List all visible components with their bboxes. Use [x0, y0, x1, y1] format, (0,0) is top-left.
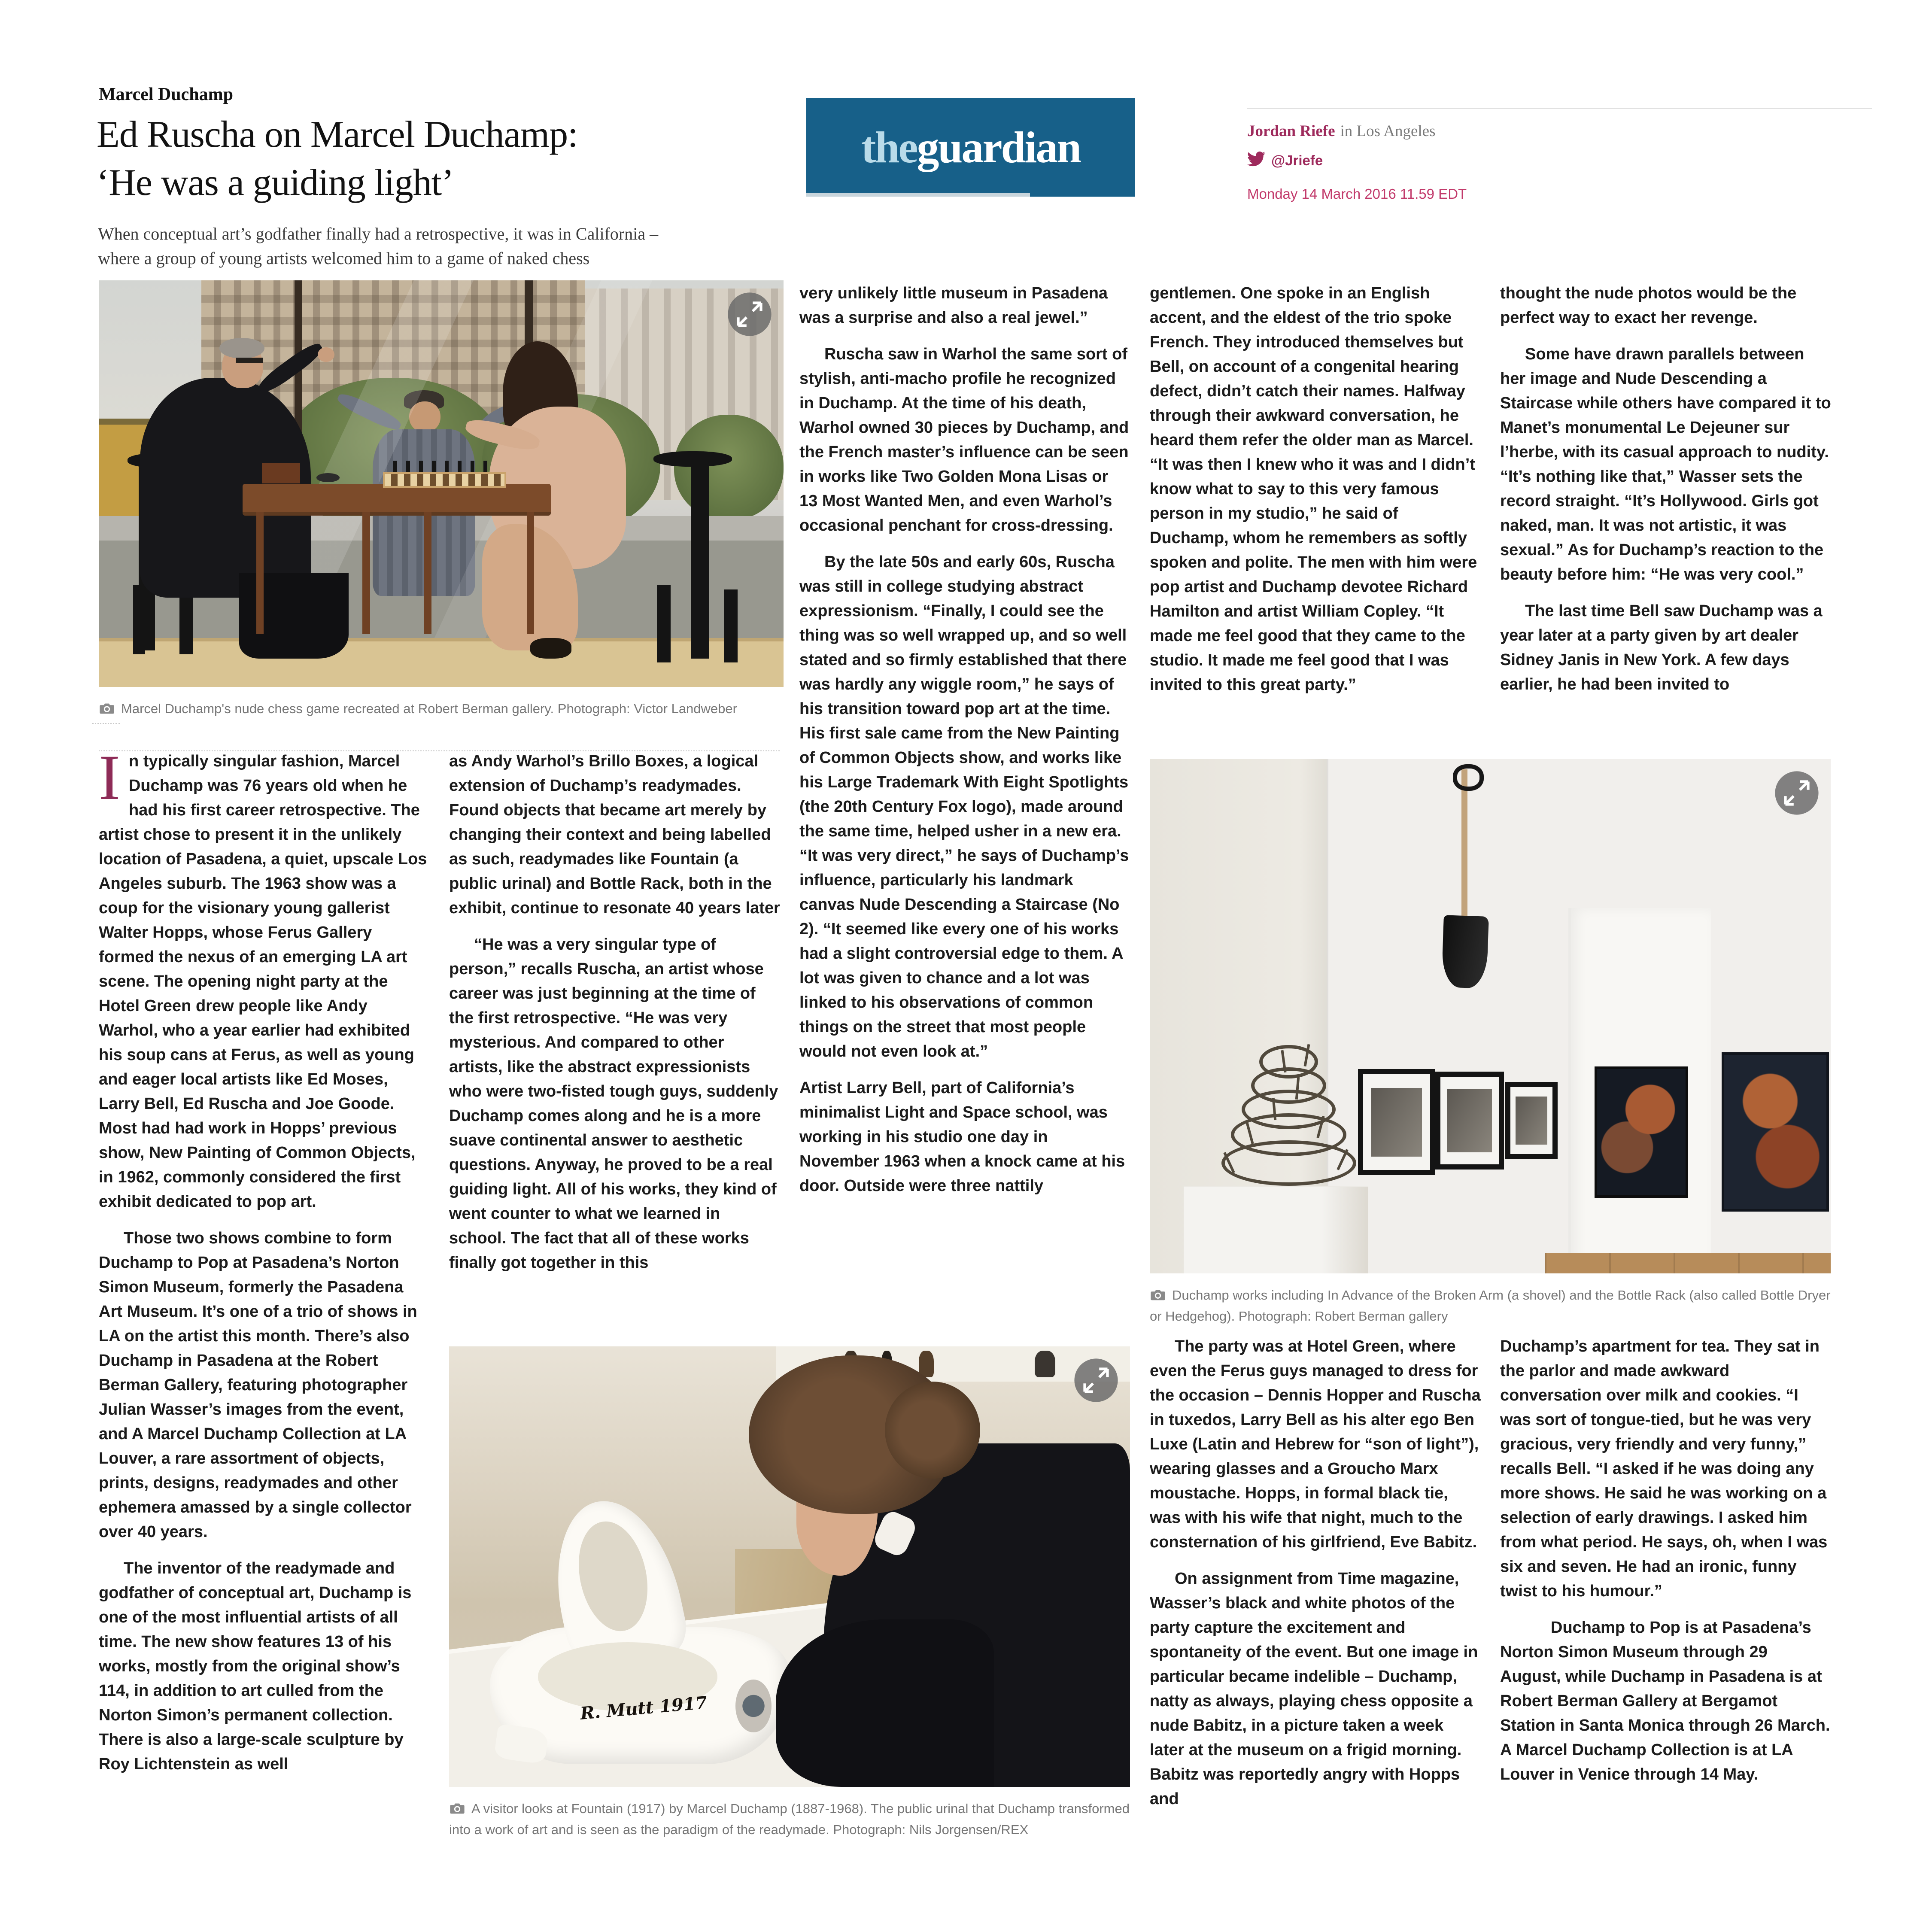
framed-photo — [1358, 1069, 1435, 1175]
article-paragraph: Duchamp to Pop is at Pasadena’s Norton Simon Museum through 29 August, while Duchamp in Pasadena is at Robert Berman Gallery at Bergamot Station in Santa Monica through 26 March. A Marcel Duchamp Collection is at LA Louver in Venice through 14 May. — [1500, 1619, 1830, 1783]
article-paragraph: very unlikely little museum in Pasadena was a surprise and also a real jewel.” — [799, 284, 1108, 327]
urinal-fitting — [735, 1680, 772, 1732]
chessboard — [383, 472, 506, 488]
chess-pieces — [393, 461, 492, 472]
photo-print — [1371, 1088, 1422, 1157]
gallery-photo[interactable] — [1150, 759, 1831, 1273]
article-paragraph: Those two shows combine to form Duchamp to Pop at Pasadena’s Norton Simon Museum, formerly the Pasadena Art Museum. It’s one of a trio of shows in LA on the artist this month. There’s also Duchamp in Pasadena at the Robert Berman Gallery, featuring photographer Julian Wasser’s images from the event, and A Marcel Duchamp Collection at LA Louver, a rare assortment of objects, prints, designs, readymades and other ephemera amassed by a single collector over 40 years. — [99, 1229, 417, 1541]
rack-ring — [1259, 1045, 1318, 1079]
standfirst — [98, 222, 828, 270]
article-paragraph: gentlemen. One spoke in an English accent, and the eldest of the trio spoke French. They introduced themselves but Bell, on account of a congenital hearing defect, didn’t catch their names. Halfway through their awkward conversation, he heard them refer the older man as Marcel. “It was then I knew who it was and I didn’t know what to say to this very famous person in my studio,” he said of Duchamp, whom he remembers as softly spoken and polite. The men with him were pop artist and Duchamp devotee Richard Hamilton and artist William Copley. “It made me feel good that they came to the studio. It made me feel good that I was invited to this great party.” — [1150, 284, 1477, 694]
fountain-photo[interactable] — [449, 1346, 1130, 1787]
article-column-3 — [799, 281, 1131, 1198]
table-leg — [256, 512, 264, 634]
article-paragraph: Artist Larry Bell, part of California’s minimalist Light and Space school, was working in his studio one day in November 1963 when a knock came at his door. Outside were three nattily — [799, 1079, 1125, 1195]
table-leg — [362, 512, 370, 634]
chair — [691, 459, 709, 659]
seated-man-leg — [239, 573, 349, 659]
article-column-5-bottom — [1500, 1334, 1832, 1787]
nude-woman-shoe — [530, 638, 571, 658]
article-paragraph: The inventor of the readymade and godfather of conceptual art, Duchamp is one of the most influential artists of all time. The new show features 13 of his works, mostly from the original show’s 114, in addition to art culled from the Norton Simon’s permanent collection. There is also a large-scale sculpture by Roy Lichtenstein as well — [99, 1559, 412, 1773]
article-paragraph: Ruscha saw in Warhol the same sort of stylish, anti-macho profile he recognized in Duchamp. At the time of his death, Warhol owned 30 pieces by Duchamp, and the French master’s influence can be seen in works like Two Golden Mona Lisas or 13 Most Wanted Men, and even Warhol’s occasional penchant for cross-dressing. — [799, 345, 1129, 535]
gallery-caption — [1150, 1285, 1831, 1326]
shelf-object — [1035, 1351, 1055, 1377]
expand-image-button[interactable] — [727, 292, 772, 337]
caption-text: Marcel Duchamp's nude chess game recreated at Robert Berman gallery. Photograph: Victor Landweber — [121, 701, 737, 716]
camera-icon — [1150, 1287, 1166, 1306]
fountain-caption — [449, 1799, 1130, 1839]
chair — [657, 585, 671, 662]
article-column-4-bottom — [1150, 1334, 1481, 1811]
chess-box — [262, 463, 300, 483]
bowl — [316, 473, 340, 482]
article-column-1 — [99, 742, 430, 1777]
framed-photo — [1505, 1082, 1558, 1159]
headline — [97, 111, 809, 207]
photo-platform — [99, 638, 784, 687]
seated-man-hand — [318, 347, 334, 362]
caption-text: A visitor looks at Fountain (1917) by Marcel Duchamp (1887-1968). The public urinal that Duchamp transformed into a work of art and is seen as the paradigm of the readymade. Photograph: Nils Jorgensen/REX — [449, 1801, 1130, 1837]
kicker-link[interactable]: Marcel Duchamp — [99, 85, 234, 104]
chess-caption — [99, 699, 784, 720]
guardian-logo[interactable] — [806, 98, 1135, 197]
article-column-5-top — [1500, 281, 1832, 697]
twitter-handle-link[interactable]: @Jriefe — [1271, 152, 1323, 168]
publish-date: Monday 14 March 2016 11.59 EDT — [1247, 186, 1467, 202]
standfirst-line2: where a group of young artists welcomed him to a game of naked chess — [98, 249, 590, 268]
camera-icon — [99, 701, 115, 720]
chair — [724, 589, 738, 662]
pedestal — [1184, 1186, 1367, 1273]
logo-strip — [806, 193, 1030, 197]
camera-icon — [449, 1801, 465, 1820]
author-link[interactable]: Jordan Riefe — [1247, 122, 1335, 140]
abstract-painting — [1595, 1066, 1688, 1198]
article-paragraph: Duchamp’s apartment for tea. They sat in the parlor and made awkward conversation over milk and cookies. “I was sort of tongue-tied, but he was very gracious, very friendly and very funny,” recalls Bell. “I asked if he was doing any more shows. He said he was working on a selection of early drawings. I asked him from what period. He says, oh, when I was six and seven. He had an ironic, funny twist to his humour.” — [1500, 1337, 1828, 1600]
mutt-signature: R. Mutt 1917 — [579, 1692, 708, 1724]
table-leg — [527, 512, 535, 634]
article-paragraph: By the late 50s and early 60s, Ruscha was still in college studying abstract expressionism. “Finally, I could see the thing was so well wrapped up, and so well stated and so firmly established that there was hardly any wiggle room,” he says of his transition toward pop art at the time. His first sale came from the New Painting of Common Objects show, and works like his Large Trademark With Eight Spotlights (the 20th Century Fox logo), made around the same time, helped usher in a new era. “It was very direct,” he says of Duchamp’s influence, particularly his landmark canvas Nude Descending a Staircase (No 2). “It seemed like every one of his works had a slight controversial edge to them. A lot was given to chance and a lot was linked to his observations of common things on the street that most people would not even look at.” — [799, 553, 1129, 1060]
visitor-hair — [885, 1382, 980, 1479]
chess-photo[interactable] — [99, 280, 784, 687]
standfirst-line1: When conceptual art’s godfather finally had a retrospective, it was in California – — [98, 224, 659, 243]
byline-location: in Los Angeles — [1340, 122, 1436, 140]
shovel-grip — [1453, 764, 1484, 791]
article-paragraph: The party was at Hotel Green, where even the Ferus guys managed to dress for the occasion – Dennis Hopper and Ruscha in tuxedos, Larry Bell as his alter ego Ben Luxe (Latin and Hebrew for “son of light”), wearing glasses and a Groucho Marx moustache. Hopps, in formal black tie, was with his wife that night, much to the consternation of his girlfriend, Eve Babitz. — [1150, 1337, 1481, 1551]
chess-table — [243, 484, 551, 516]
framed-photo — [1435, 1072, 1504, 1170]
article-column-2 — [449, 749, 781, 1275]
article-paragraph: The last time Bell saw Duchamp was a year later at a party given by art dealer Sidney Janis in New York. A few days earlier, he had been invited to — [1500, 602, 1823, 693]
article-paragraph: “He was a very singular type of person,” recalls Ruscha, an artist whose career was just beginning at the time of the first retrospective. “He was very mysterious. And compared to other artists, like the abstract expressionists who were two-fisted tough guys, suddenly Duchamp comes along and he is a more suave continental answer to aesthetic questions. Anyway, he proved to be a real guiding light. All of his works, they kind of went counter to what we learned in school. The fact that all of these works finally got together in this — [449, 936, 778, 1272]
photo-print — [1516, 1097, 1548, 1145]
caption-text: Duchamp works including In Advance of the Broken Arm (a shovel) and the Bottle Rack (also called Bottle Dryer or Hedgehog). Photograph: Robert Berman gallery — [1150, 1288, 1831, 1324]
drop-cap: I — [99, 742, 120, 813]
byline-row — [1247, 122, 1872, 140]
byline-block — [1247, 108, 1872, 202]
article-paragraph: thought the nude photos would be the perfect way to exact her revenge. — [1500, 284, 1797, 327]
twitter-icon — [1247, 150, 1265, 171]
article-paragraph: as Andy Warhol’s Brillo Boxes, a logical extension of Duchamp’s readymades. Found objects that became art merely by changing their context and being labelled as such, readymades like Fountain (a public urinal) and Bottle Rack, both in the exhibit, continue to resonate 40 years later — [449, 752, 780, 917]
expand-image-button[interactable] — [1073, 1358, 1119, 1403]
fountain-urinal — [490, 1505, 790, 1769]
logo-guardian: guardian — [917, 122, 1081, 172]
logo-the: the — [861, 122, 917, 172]
shovel-handle — [1461, 769, 1467, 918]
article-paragraph: On assignment from Time magazine, Wasser’s black and white photos of the party capture the excitement and spontaneity of the event. But one image in particular became indelible – Duchamp, natty as always, playing chess opposite a nude Babitz, in a picture taken a week later at the museum on a frigid morning. Babitz was reportedly angry with Hopps and — [1150, 1570, 1478, 1808]
bottle-rack-sculpture — [1221, 1037, 1358, 1186]
shovel-blade — [1441, 915, 1488, 989]
article-paragraph: Some have drawn parallels between her image and Nude Descending a Staircase while others have compared it to Manet’s monumental Le Dejeuner sur l’herbe, with its casual approach to nudity. “It’s nothing like that,” Wasser sets the record straight. “It’s Hollywood. Girls got naked, man. It was not artistic, it was sexual.” As for Duchamp’s reaction to the beauty before him: “He was very cool.” — [1500, 345, 1831, 583]
dotted-rule — [92, 723, 120, 724]
abstract-painting — [1722, 1052, 1829, 1212]
shelf-object — [919, 1351, 934, 1377]
expand-image-button[interactable] — [1774, 770, 1820, 816]
seated-man-glasses — [236, 358, 263, 363]
headline-line2: ‘He was a guiding light’ — [97, 162, 454, 204]
seated-man-hair — [219, 338, 264, 358]
table-leg — [424, 512, 432, 634]
twitter-row — [1247, 150, 1872, 171]
headline-line1: Ed Ruscha on Marcel Duchamp: — [97, 114, 578, 155]
wood-floor — [1545, 1253, 1831, 1273]
article-paragraph: In typically singular fashion, Marcel Duchamp was 76 years old when he had his first career retrospective. The artist chose to present it in the unlikely location of Pasadena, a quiet, upscale Los Angeles suburb. The 1963 show was a coup for the visionary young gallerist Walter Hopps, whose Ferus Gallery formed the nexus of an emerging LA art scene. The opening night party at the Hotel Green drew people like Andy Warhol, who a year earlier had exhibited his soup cans at Ferus, as well as young and eager local artists like Ed Moses, Larry Bell, Ed Ruscha and Joe Goode. Most had had work in Hopps’ previous show, New Painting of Common Objects, in 1962, commonly considered the first exhibit dedicated to pop art. — [99, 742, 427, 1211]
article-column-4-top — [1150, 281, 1481, 697]
visitor-suit — [776, 1619, 994, 1787]
chair — [133, 585, 146, 654]
photo-print — [1447, 1089, 1492, 1152]
